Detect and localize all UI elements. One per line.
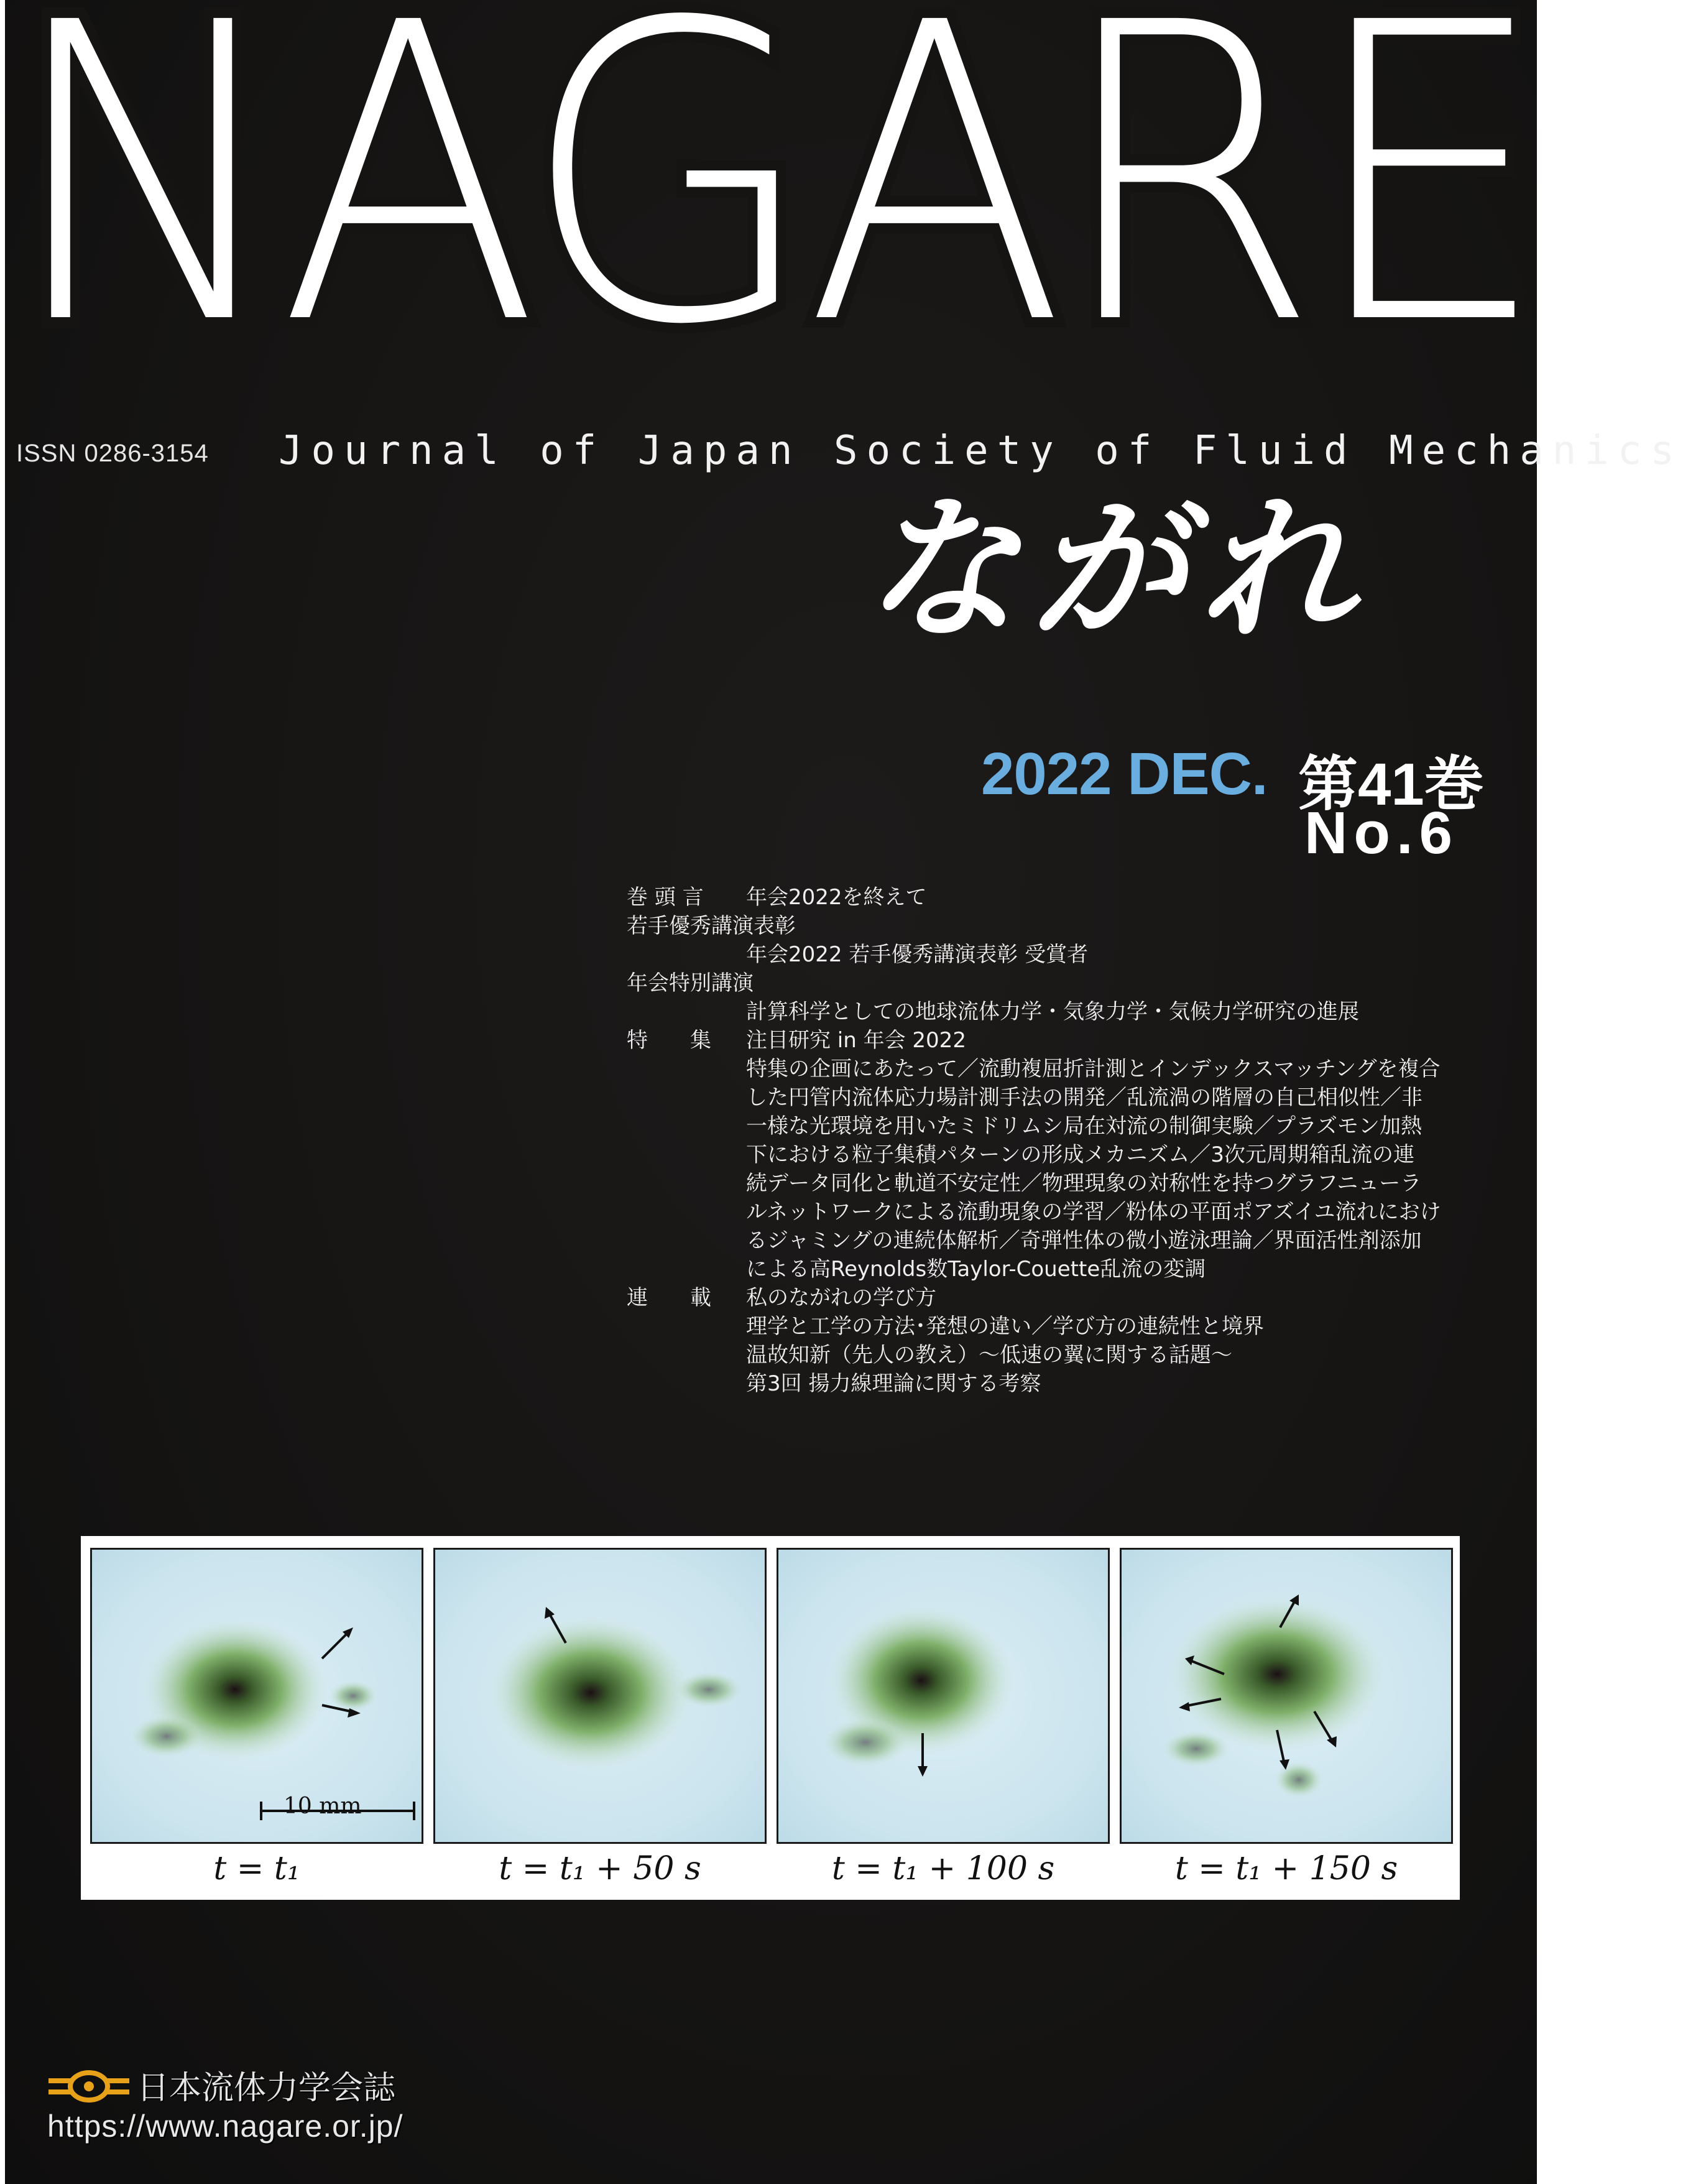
issn: ISSN 0286-3154 [16, 440, 209, 467]
website-url[interactable]: https://www.nagare.or.jp/ [47, 2109, 403, 2144]
society-logo-icon [48, 2065, 129, 2108]
toc-entry-series[interactable] [627, 1284, 1510, 1312]
figure-caption-3: t = t₁ + 100 s [831, 1850, 1055, 1887]
figure-panel-4 [1122, 1550, 1451, 1842]
table-of-contents [627, 883, 1510, 1398]
figure-panel-3 [778, 1550, 1108, 1842]
japanese-title: ながれ [863, 478, 1367, 660]
issue-date: 2022 DEC. [981, 741, 1268, 807]
issue-number: No.6 [1304, 800, 1459, 866]
toc-entry-feature[interactable] [627, 1026, 1510, 1055]
cover-figure [81, 1536, 1460, 1900]
figure-panel-2 [435, 1550, 765, 1842]
scale-bar-label: 10 mm [284, 1793, 362, 1819]
publisher-name: 日本流体力学会誌 [137, 2070, 396, 2107]
toc-label: 連 載 [627, 1285, 711, 1310]
toc-label: 巻 頭 言 [627, 885, 704, 910]
masthead-title [5, 0, 1537, 414]
figure-panel-1 [92, 1550, 422, 1842]
toc-line: 計算科学としての地球流体力学・気象力学・気候力学研究の進展 [746, 999, 1359, 1024]
toc-entry-special-lecture[interactable] [627, 969, 1510, 997]
magazine-cover [5, 0, 1683, 2184]
toc-line: した円管内流体応力場計測手法の開発／乱流渦の階層の自己相似性／非 [746, 1085, 1422, 1110]
toc-line: 注目研究 in 年会 2022 [746, 1028, 966, 1053]
toc-line: ルネットワークによる流動現象の学習／粉体の平面ポアズイユ流れにおけ [746, 1200, 1441, 1224]
masthead-title-text: NAGARE [5, 0, 1537, 414]
toc-entry-young-award[interactable] [627, 912, 1510, 940]
figure-caption-2: t = t₁ + 50 s [499, 1850, 701, 1887]
toc-line: 理学と工学の方法･発想の違い／学び方の連続性と境界 [746, 1314, 1264, 1339]
toc-line: 続データ同化と軌道不安定性／物理現象の対称性を持つグラフニューラ [746, 1171, 1422, 1196]
toc-entry-foreword[interactable] [627, 883, 1510, 912]
journal-name: Journal of Japan Society of Fluid Mechanics [279, 428, 1683, 474]
toc-line: 第3回 揚力線理論に関する考察 [746, 1371, 1041, 1396]
toc-line: 年会2022 若手優秀講演表彰 受賞者 [746, 942, 1089, 967]
toc-line: 温故知新（先人の教え）～低速の翼に関する話題～ [746, 1343, 1232, 1367]
toc-line: 年会2022を終えて [746, 885, 927, 910]
toc-line: 一様な光環境を用いたミドリムシ局在対流の制御実験／プラズモン加熱 [746, 1114, 1422, 1139]
toc-label: 年会特別講演 [627, 971, 754, 996]
toc-label: 若手優秀講演表彰 [627, 914, 796, 938]
toc-line: るジャミングの連続体解析／奇弾性体の微小遊泳理論／界面活性剤添加 [746, 1228, 1422, 1253]
toc-line: 私のながれの学び方 [746, 1285, 936, 1310]
volume-number: 第41巻 [1298, 751, 1484, 818]
figure-caption-4: t = t₁ + 150 s [1174, 1850, 1398, 1887]
toc-line: 特集の企画にあたって／流動複屈折計測とインデックスマッチングを複合 [746, 1057, 1441, 1081]
figure-caption-1: t = t₁ [213, 1850, 300, 1887]
toc-label: 特 集 [627, 1028, 711, 1053]
toc-line: 下における粒子集積パターンの形成メカニズム／3次元周期箱乱流の連 [746, 1142, 1414, 1167]
toc-line: による高Reynolds数Taylor-Couette乱流の変調 [746, 1257, 1206, 1282]
